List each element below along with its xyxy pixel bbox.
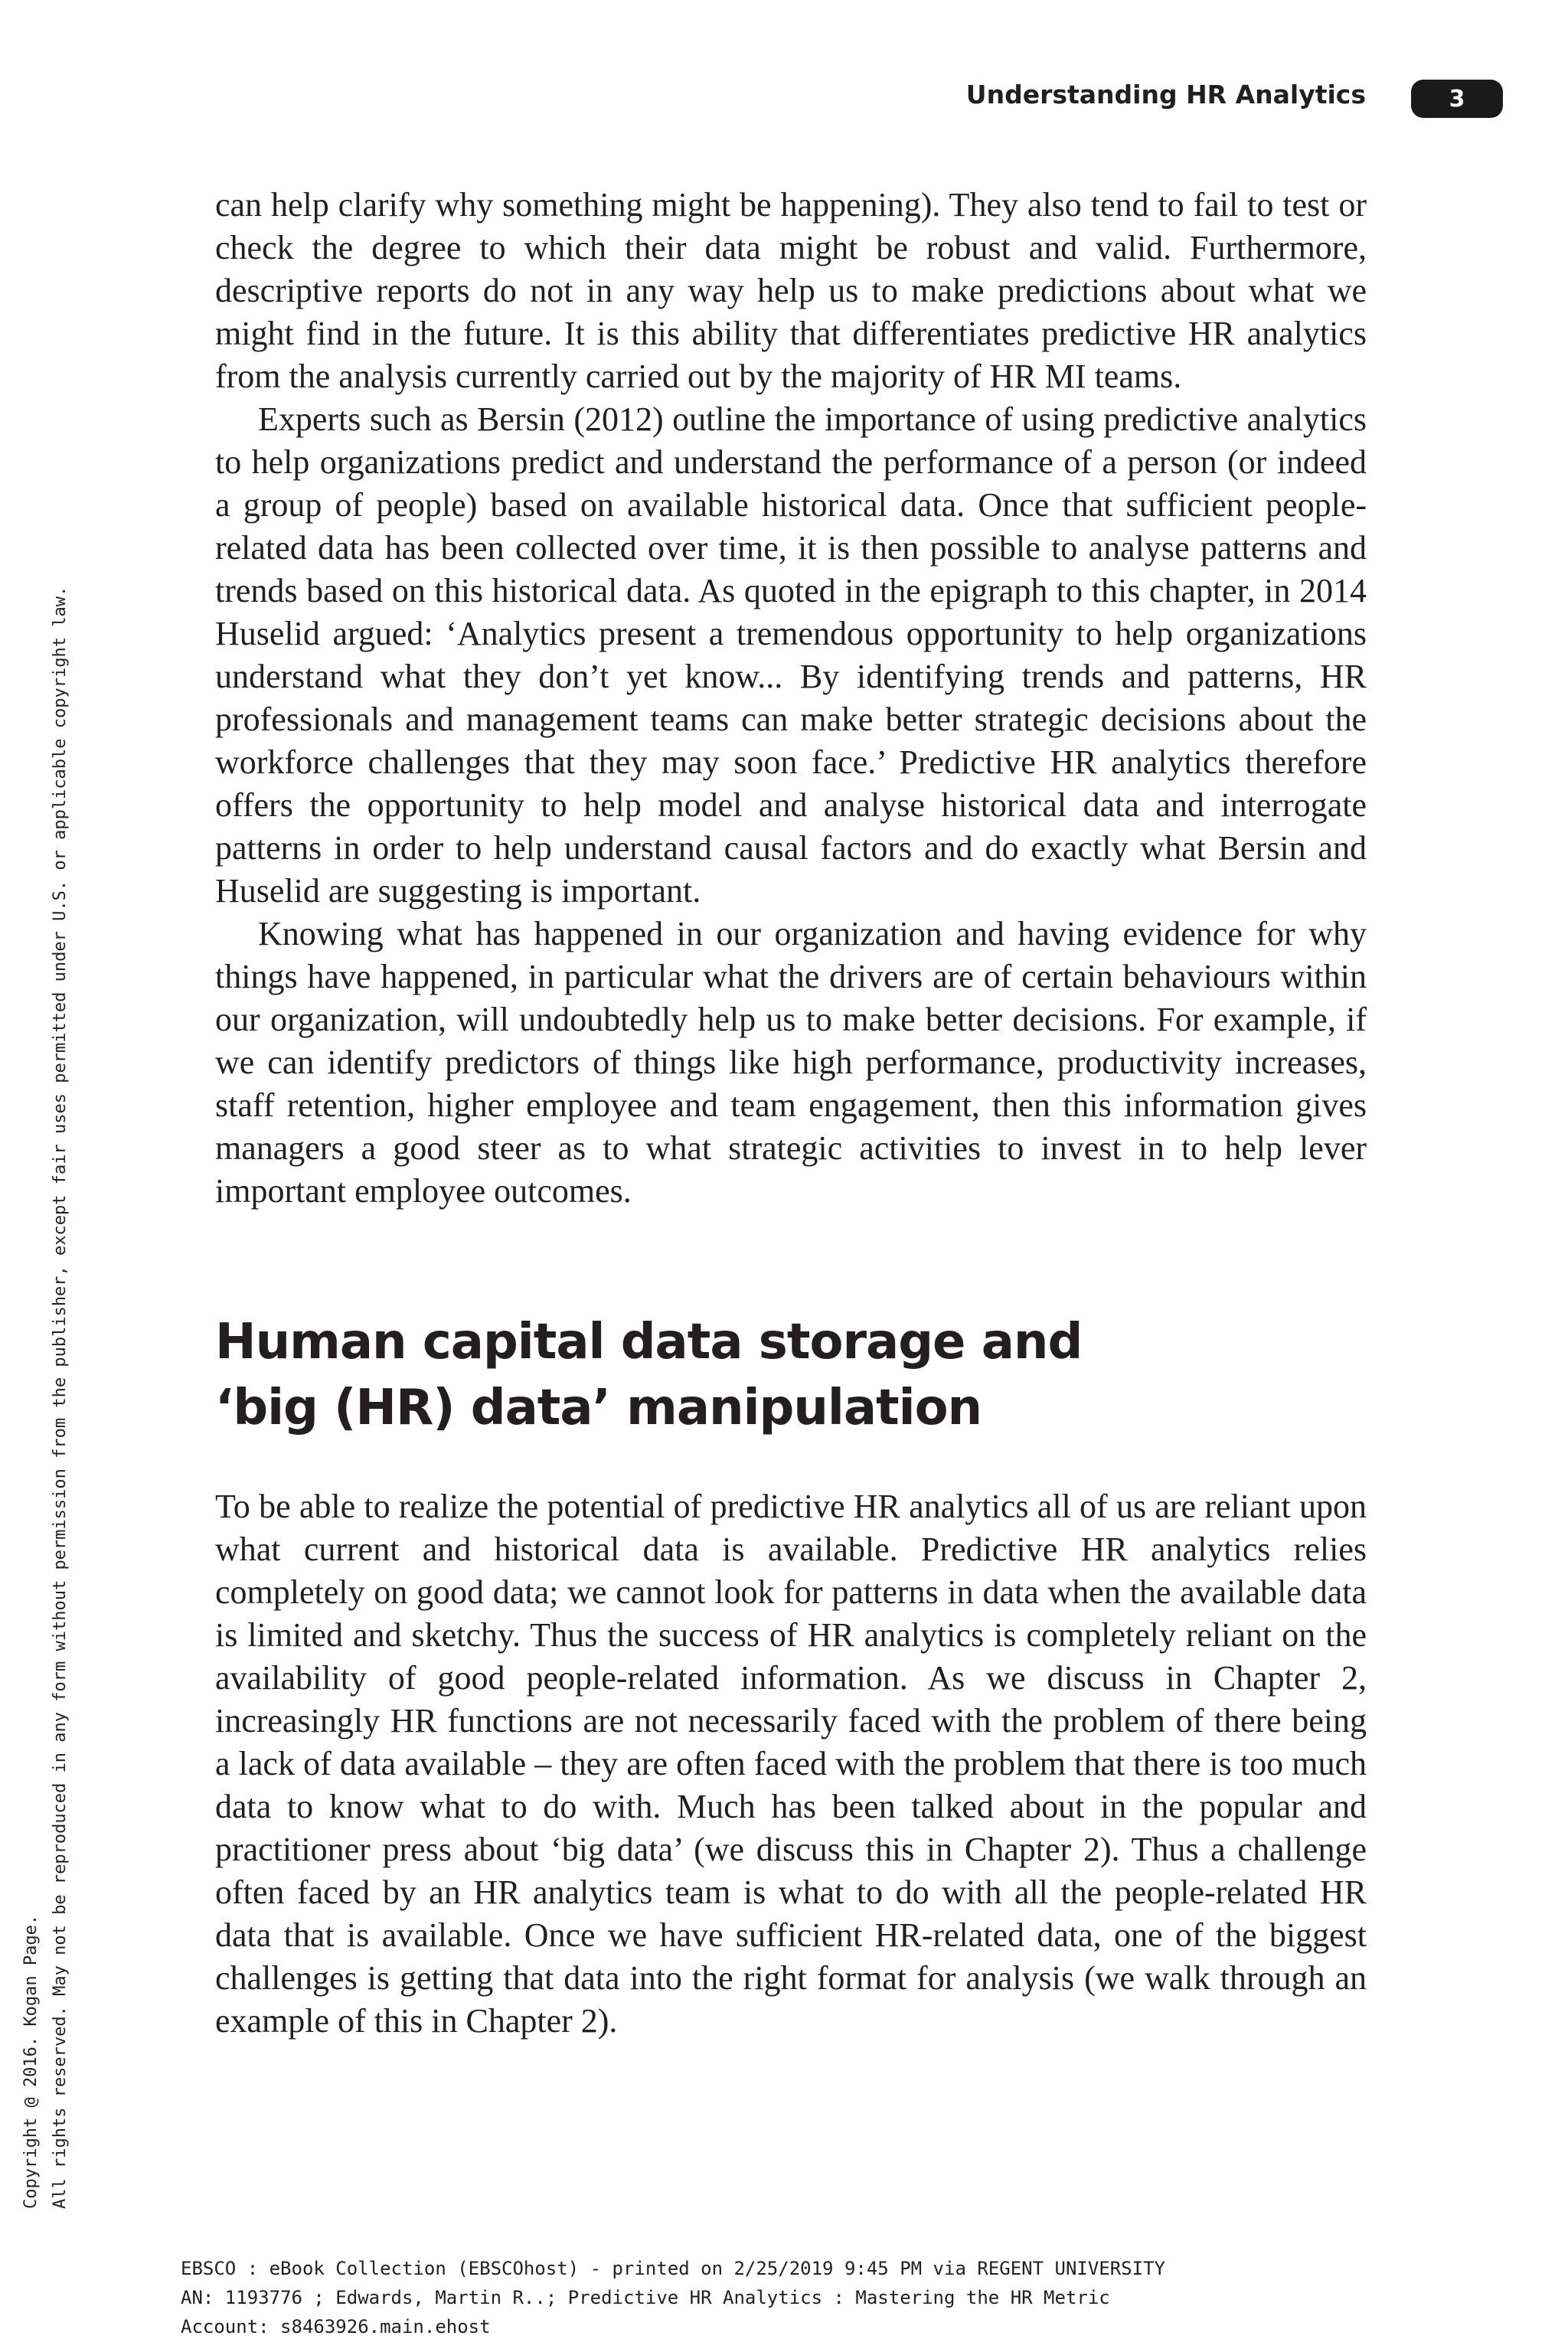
section-heading-line-2: ‘big (HR) data’ manipulation	[215, 1380, 982, 1436]
running-header-title: Understanding HR Analytics	[965, 80, 1366, 109]
footer-line-1: EBSCO : eBook Collection (EBSCOhost) - printed on 2/25/2019 9:45 PM via REGENT UNIVERSITY	[181, 2258, 1165, 2279]
page-number-badge: 3	[1411, 80, 1503, 118]
rights-line: All rights reserved. May not be reproduced in any form without permission from the publisher, except fair uses permitted under U.S. or applicable copyright law.	[51, 586, 70, 2209]
ebsco-footer	[181, 2254, 1165, 2341]
copyright-notice	[17, 586, 75, 2209]
paragraph-2: Experts such as Bersin (2012) outline the importance of using predictive analytics to help organizations predict and understand the performance of a person (or indeed a group of people) based on available historical data. Once that sufficient people-related data has been collected over time, it is then possible to analyse patterns and trends based on this historical data. As quoted in the epigraph to this chapter, in 2014 Huselid argued: ‘Analytics present a tremendous opportunity to help organizations understand what they don’t yet know... By identifying trends and patterns, HR professionals and management teams can make better strategic decisions about the workforce challenges that they may soon face.’ Predictive HR analytics therefore offers the opportunity to help model and analyse historical data and interrogate patterns in order to help understand causal factors and do exactly what Bersin and Huselid are suggesting is important.	[215, 400, 1367, 910]
page-body	[215, 184, 1367, 2043]
footer-line-2: AN: 1193776 ; Edwards, Martin R..; Predictive HR Analytics : Mastering the HR Metric	[181, 2287, 1110, 2308]
section-heading-line-1: Human capital data storage and	[215, 1314, 1083, 1370]
footer-line-3: Account: s8463926.main.ehost	[181, 2316, 491, 2337]
paragraph-4: To be able to realize the potential of predictive HR analytics all of us are reliant upon what current and historical data is available. Predictive HR analytics relies completely on good data; we cannot look for patterns in data when the available data is limited and sketchy. Thus the success of HR analytics is completely reliant on the availability of good people-related information. As we discuss in Chapter 2, increasingly HR functions are not necessarily faced with the problem of there being a lack of data available – they are often faced with the problem that there is too much data to know what to do with. Much has been talked about in the popular and practitioner press about ‘big data’ (we discuss this in Chapter 2). Thus a challenge often faced by an HR analytics team is what to do with all the people-related HR data that is available. Once we have sufficient HR-related data, one of the biggest challenges is getting that data into the right format for analysis (we walk through an example of this in Chapter 2).	[215, 1488, 1367, 2040]
copyright-line: Copyright @ 2016. Kogan Page.	[21, 1914, 41, 2209]
paragraph-1: can help clarify why something might be happening). They also tend to fail to test or check the degree to which their data might be robust and valid. Furthermore, descriptive reports do not in any way help us to make predictions about what we might find in the future. It is this ability that differentiates predictive HR analytics from the analysis currently carried out by the majority of HR MI teams.	[215, 186, 1367, 395]
paragraph-3: Knowing what has happened in our organization and having evidence for why things have happened, in particular what the drivers are of certain behaviours within our organization, will undoubtedly help us to make better decisions. For example, if we can identify predictors of things like high performance, productivity increases, staff retention, higher employee and team engagement, then this information gives managers a good steer as to what strategic activities to invest in to help lever important employee outcomes.	[215, 915, 1367, 1210]
section-heading	[215, 1309, 1367, 1441]
